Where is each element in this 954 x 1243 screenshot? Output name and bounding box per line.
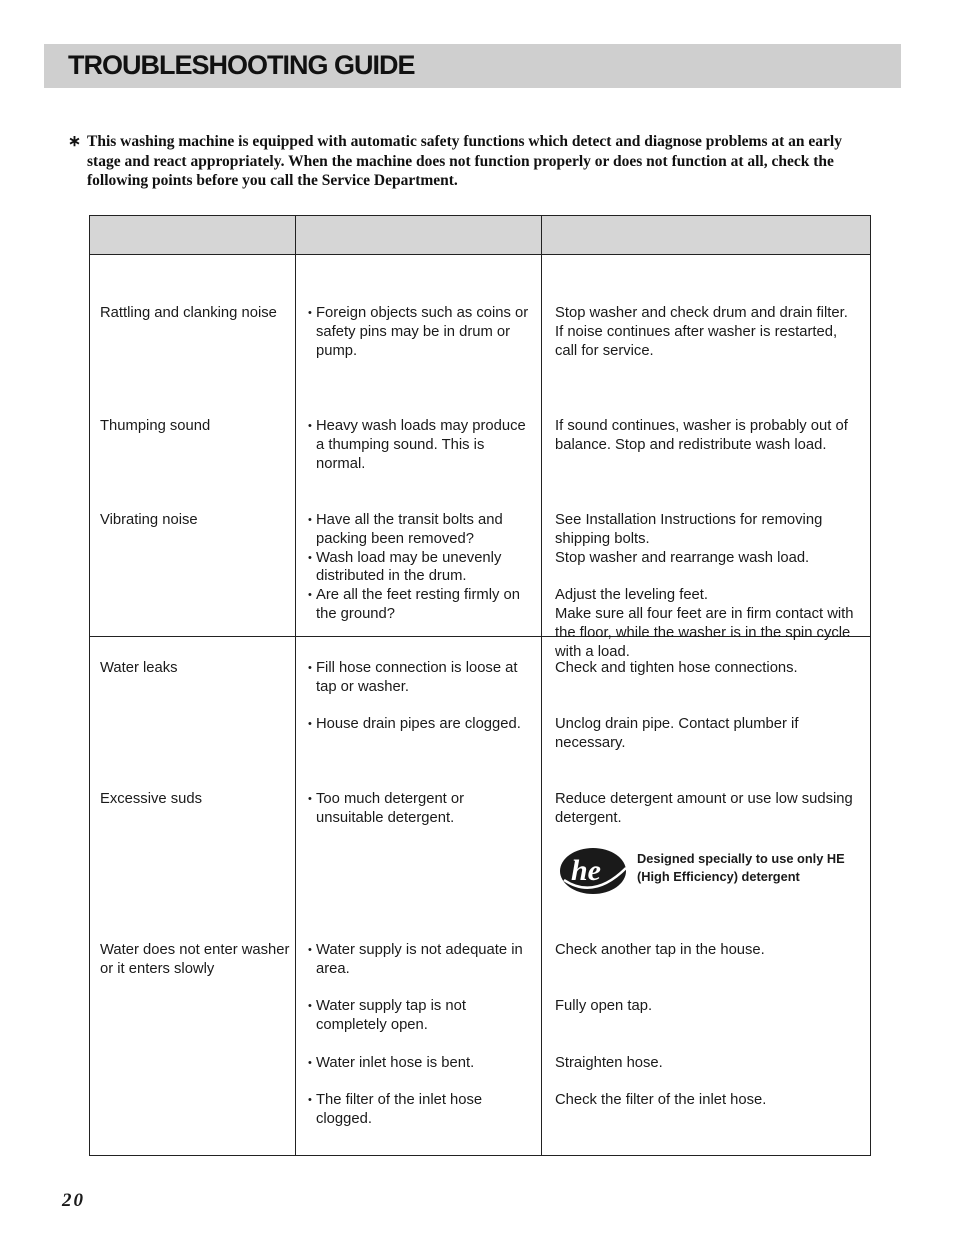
cause-item: • Are all the feet resting firmly on the ground? [308,586,533,624]
intro-text: This washing machine is equipped with automatic safety functions which detect and diagnose problems at an early stage and react appropriately. When the machine does not function properly or does not function at all, check the following points before you call the Service Department. [87,133,842,189]
solution-item: Check and tighten hose connections. [555,660,798,676]
solution-item: Straighten hose. [555,1055,663,1071]
cause-cell [296,255,542,637]
header-solution [542,216,871,255]
cause-item: • Too much detergent or unsuitable detergent. [308,790,533,828]
problem-cell [90,637,296,1156]
solution-cell [542,637,871,1156]
cause-item: • Water supply tap is not completely open. [308,997,533,1035]
cause-item: • House drain pipes are clogged. [308,715,533,734]
cause-item: • Water supply is not adequate in area. [308,941,533,979]
solution-item: Stop washer and check drum and drain filter. [555,305,848,321]
solution-item: If sound continues, washer is probably out of balance. Stop and redistribute wash load. [555,418,848,453]
page-number: 20 [62,1190,85,1211]
cause-item: • Water inlet hose is bent. [308,1054,533,1073]
table-header-row [90,216,871,255]
cause-item: • Foreign objects such as coins or safety pins may be in drum or pump. [308,304,533,360]
problem-vibrating: Vibrating noise [100,512,198,528]
page-title: TROUBLESHOOTING GUIDE [68,50,415,80]
title-bar [44,44,901,88]
cause-cell [296,637,542,1156]
he-logo-text: he [571,854,601,887]
solution-item: Fully open tap. [555,998,653,1014]
cause-item: • The filter of the inlet hose clogged. [308,1091,533,1129]
solution-item: Check another tap in the house. [555,942,765,958]
solution-item: Check the filter of the inlet hose. [555,1092,767,1108]
solution-item: If noise continues after washer is restarted, call for service. [555,323,838,359]
solution-item: Make sure all four feet are in firm contact with the floor, while the washer is in the spin cycle with a load. [555,605,854,660]
cause-item: • Fill hose connection is loose at tap or washer. [308,659,533,697]
problem-cell [90,255,296,637]
asterisk-marker: ∗ [68,133,81,150]
solution-cell [542,255,871,660]
he-note: Designed specially to use only HE (High Efficiency) detergent [637,851,845,884]
cause-item: • Heavy wash loads may produce a thumping sound. This is normal. [308,417,533,473]
solution-item: Reduce detergent amount or use low sudsing detergent. [555,791,853,826]
solution-item: Unclog drain pipe. Contact plumber if necessary. [555,716,799,751]
problem-excessive-suds: Excessive suds [100,791,202,807]
problem-water-entry: Water does not enter washer or it enters slowly [100,942,290,977]
cause-item: • Have all the transit bolts and packing been removed? [308,511,533,549]
problem-water-leaks: Water leaks [100,660,178,676]
troubleshooting-table [89,215,871,1156]
table-row [90,255,871,637]
solution-item: See Installation Instructions for removing shipping bolts. [555,512,823,547]
cause-item: • Wash load may be unevenly distributed in the drum. [308,549,533,587]
problem-rattling: Rattling and clanking noise [100,305,277,321]
header-cause [296,216,542,255]
table-row [90,637,871,1156]
he-detergent-logo [558,844,628,896]
header-problem [90,216,296,255]
solution-item: Stop washer and rearrange wash load. [555,549,810,566]
solution-item: Adjust the leveling feet. [555,587,708,604]
problem-thumping: Thumping sound [100,418,211,434]
